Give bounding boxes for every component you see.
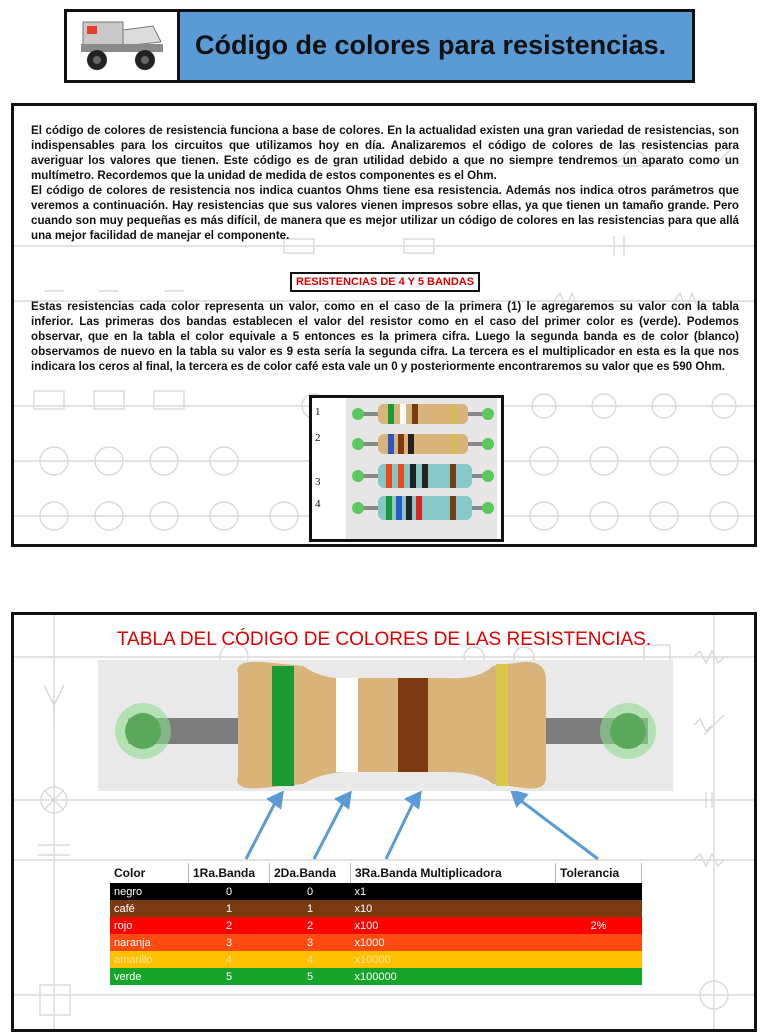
cell-band-2: 3 xyxy=(306,936,314,949)
table-row xyxy=(110,951,642,968)
cell-tolerance xyxy=(556,883,642,900)
intro-text xyxy=(31,123,739,243)
table-row xyxy=(110,934,642,951)
cell-tolerance xyxy=(556,951,642,968)
cell-band-1: 5 xyxy=(225,970,233,983)
color-code-table xyxy=(110,863,642,985)
table-row xyxy=(110,883,642,900)
intro-paragraph-1: El código de colores de resistencia funciona a base de colores. En la actualidad existen una gran variedad de resistencias, son indispensables para los circuitos que utilizamos hoy en día. Analizaremos el código de colores de las resistencias para averiguar los valores que tienen. Este código es de gran utilidad debido a que no siempre tendremos un aparato como un multímetro. Recordemos que la unidad de medida de estos componentes es el Ohm. xyxy=(31,124,739,182)
cell-color: negro xyxy=(114,885,143,898)
resistor-icon xyxy=(98,660,673,791)
figure-label-1: 1 xyxy=(315,406,321,418)
bands-text: Estas resistencias cada color representa un valor, como en el caso de la primera (1) le agregaremos su valor con la tabla inferior. Las primeras dos bandas establecen el valor del resistor como en el caso del primer color es (verde). Podemos observar, que en la tabla el color equivale a 5 entonces es la primera cifra. Luego la segunda banda es de color (blanco) observamos de nuevo en la tabla su valor es 9 esta sería la segunda cifra. La tercera es el multiplicador en esta es la que nos indicara los ceros al final, la tercera es de color café esta vale un 0 y posteriormente encontraremos su valor que es 590 Ohm. xyxy=(31,300,739,373)
cell-multiplier: x100 xyxy=(354,919,379,932)
cell-tolerance: 2% xyxy=(590,919,607,932)
intro-panel xyxy=(11,103,757,547)
cell-color: café xyxy=(114,902,135,915)
header-band-1: 1Ra.Banda xyxy=(189,863,270,883)
table-row xyxy=(110,917,642,934)
figure-label-4: 4 xyxy=(315,498,321,510)
cell-multiplier: x10000 xyxy=(354,953,391,966)
intro-paragraph-2: El código de colores de resistencia nos indica cuantos Ohms tiene esa resistencia. Además nos indica otros parámetros que veremos a continuación. Hay resistencias que sus valores vienen impresos sobre ellas, ya que tienen un tamaño grande. Pero cuando son muy pequeñas es más difícil, de manera que es mejor utilizar un código de colores en las resistencias para que allá una mejor facilidad de manejar el componente. xyxy=(31,184,739,242)
cell-color: rojo xyxy=(114,919,133,932)
cell-band-2: 4 xyxy=(306,953,314,966)
header-multiplier: 3Ra.Banda Multiplicadora xyxy=(351,863,556,883)
table-title: TABLA DEL CÓDIGO DE COLORES DE LAS RESISTENCIAS. xyxy=(116,629,652,650)
cell-multiplier: x1000 xyxy=(354,936,385,949)
cell-multiplier: x1 xyxy=(354,885,367,898)
truck-icon xyxy=(67,12,180,80)
header-color: Color xyxy=(110,863,189,883)
cell-band-2: 0 xyxy=(306,885,314,898)
resistor-icon xyxy=(312,398,501,539)
resistor-bands-figure xyxy=(309,395,504,542)
cell-color: verde xyxy=(114,970,142,983)
cell-band-1: 1 xyxy=(225,902,233,915)
cell-band-2: 2 xyxy=(306,919,314,932)
cell-multiplier: x100000 xyxy=(354,970,397,983)
header-band-2: 2Da.Banda xyxy=(270,863,351,883)
header-tolerance: Tolerancia xyxy=(556,863,642,883)
cell-band-1: 0 xyxy=(225,885,233,898)
cell-band-2: 1 xyxy=(306,902,314,915)
color-table-panel xyxy=(11,612,757,1032)
figure-label-3: 3 xyxy=(315,476,321,488)
page-title: Código de colores para resistencias. xyxy=(195,30,667,60)
cell-band-1: 2 xyxy=(225,919,233,932)
cell-band-2: 5 xyxy=(306,970,314,983)
cell-color: naranja xyxy=(114,936,151,949)
table-row xyxy=(110,900,642,917)
title-bar xyxy=(64,9,695,83)
cell-tolerance xyxy=(556,968,642,985)
cell-tolerance xyxy=(556,934,642,951)
cell-color: amarillo xyxy=(114,953,153,966)
cell-multiplier: x10 xyxy=(354,902,373,915)
table-header-row xyxy=(110,863,642,883)
table-row xyxy=(110,968,642,985)
cell-tolerance xyxy=(556,900,642,917)
cell-band-1: 3 xyxy=(225,936,233,949)
resistor-illustration xyxy=(98,660,673,791)
cell-band-1: 4 xyxy=(225,953,233,966)
bands-section-title: RESISTENCIAS DE 4 Y 5 BANDAS xyxy=(290,272,480,292)
figure-label-2: 2 xyxy=(315,432,321,444)
